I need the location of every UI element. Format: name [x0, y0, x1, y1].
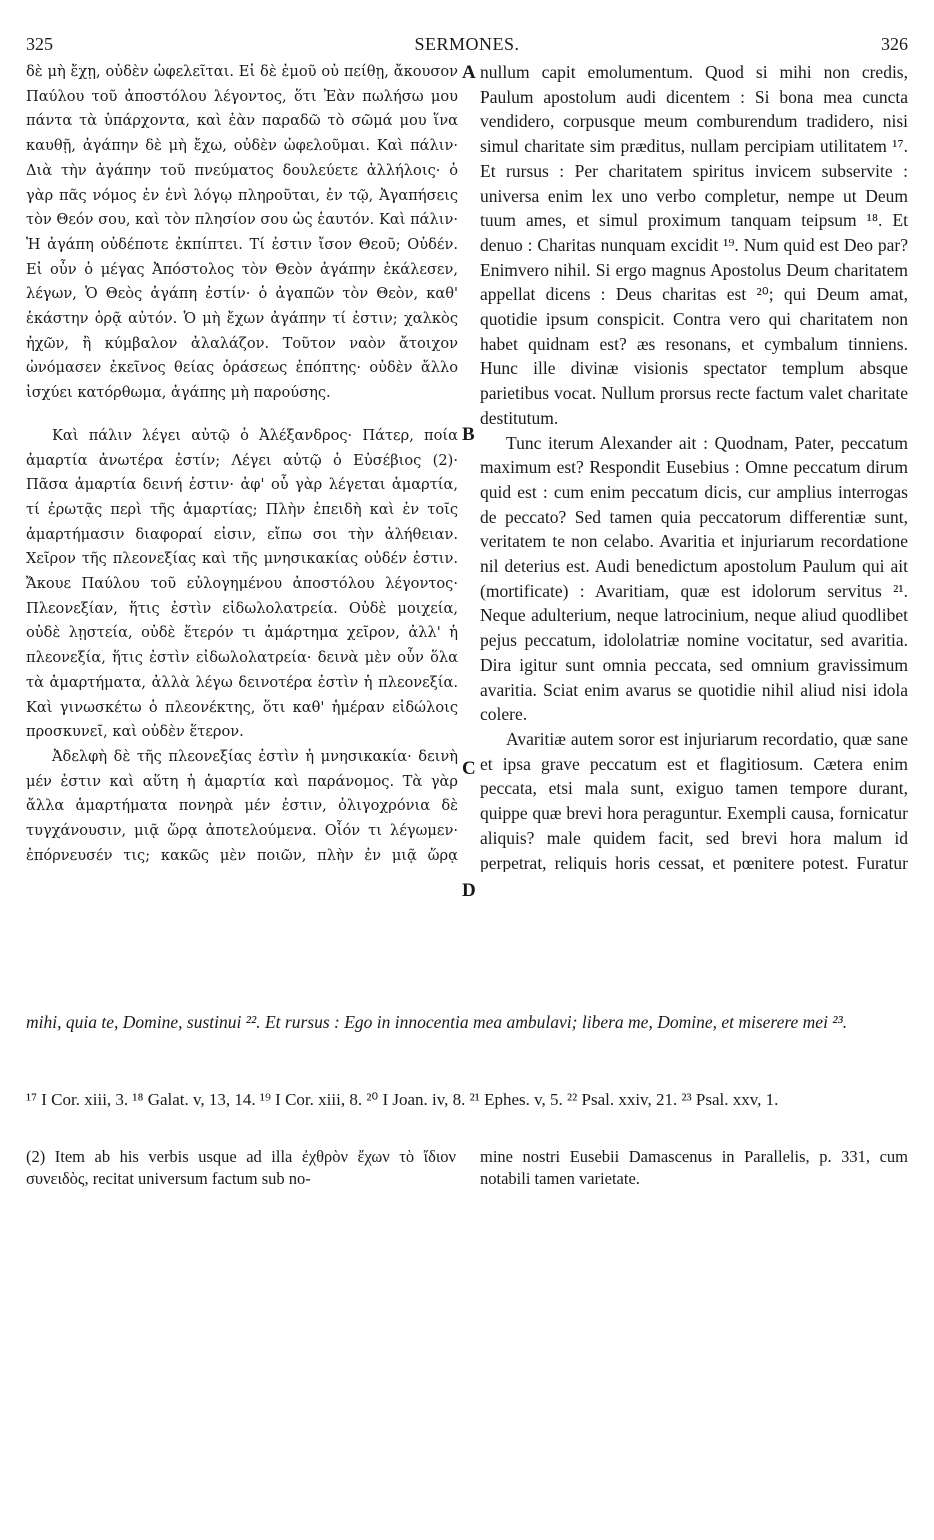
footnote-right-text: mine nostri Eusebii Damascenus in Parallelis, p. 331, cum notabili tamen varietate. — [480, 1147, 908, 1188]
closing-text: mihi, quia te, Domine, sustinui ²². Et rursus : Ego in innocentia mea ambulavi; libera me, Domine, et miserere mei ²³. — [26, 1012, 848, 1032]
greek-column — [26, 60, 458, 872]
full-width-closing-text — [26, 1010, 908, 1035]
footnote-left — [26, 1146, 456, 1190]
latin-paragraph-1: nullum capit emolumentum. Quod si mihi non credis, Paulum apostolum audi dicentem : Si bona mea cuncta vendidero, corpusque meum comburendum tradidero, nisi simul charitate sim præditus, nullam percipiam utilitatem ¹⁷. Et rursus : Per charitatem spiritus invicem subservite : universa enim lex uno verbo completur, nempe ut Deum tuum ames, et simul proximum tanquam teipsum ¹⁸. Et denuo : Charitas nunquam excidit ¹⁹. Num quid est Deo par? Enimvero nihil. Si ergo magnus Apostolus Deum charitatem appellat dicens : Deus charitas est ²⁰; qui Deum amat, quotidie ipsum conspicit. Contra vero qui charitatem non habet quidnam est? æs resonans, et cymbalum tinniens. Hunc ille divinæ visionis spectator templum absque parietibus vocat. Nullum prorsus recte factum valet charitate destitutum. — [480, 62, 908, 428]
greek-paragraph-2: Καὶ πάλιν λέγει αὐτῷ ὁ Ἀλέξανδρος· Πάτερ, ποία ἁμαρτία ἀνωτέρα ἐστίν; Λέγει αὐτῷ ὁ Εὐσέβιος (2)· Πᾶσα ἁμαρτία δεινή ἐστιν· ἀφ' οὗ γὰρ λέγεται ἁμαρτία, τί ἐρωτᾷς περὶ τῆς ἁμαρτίας; Πλὴν ἐπειδὴ καὶ ἐν τοῖς ἁμαρτήμασιν διαφοραί εἰσιν, εἴπω σοι τὴν ἀλήθειαν. Χεῖρον τῆς πλεονεξίας καὶ τῆς μνησικακίας οὐδέν ἐστιν. Ἄκουε Παύλου τοῦ εὐλογημένου ἀποστόλου λέγοντος· Πλεονεξίαν, ἥτις ἐστὶν εἰδωλολατρεία. Οὐδὲ μοιχεία, οὐδὲ λῃστεία, οὐδὲ ἕτερόν τι ἁμάρτημα χεῖρον, ἀλλ' ἡ πλεονεξία, ἥτις ἐστὶν εἰδωλολατρεία· δεινὰ μὲν οὖν ὅλα τὰ ἁμαρτήματα, ἀλλὰ λέγω δεινοτέρα ἐστὶν ἡ πλεονεξία. Καὶ γινωσκέτω ὁ πλεονέκτης, ὅτι καθ' ἡμέραν εἰδώλοις προσκυνεῖ, καὶ οὐδὲν ἕτερον. — [26, 426, 458, 741]
scripture-references — [26, 1088, 908, 1112]
greek-paragraph-3: Ἀδελφὴ δὲ τῆς πλεονεξίας ἐστὶν ἡ μνησικακία· δεινὴ μέν ἐστιν καὶ αὕτη ἡ ἁμαρτία καὶ παράνομος. Τὰ γὰρ ἄλλα ἁμαρτήματα πονηρὰ μέν ἐστιν, ὀλιγοχρόνια δὲ τυγχάνουσιν, μιᾷ ὥρᾳ ἀποτελούμενα. Οἷόν τι λέγωμεν· ἐπόρνευσέν τις; κακῶς μὲν ποιῶν, πλὴν ἐν μιᾷ ὥρᾳ — [26, 747, 458, 864]
margin-marker-b: B — [462, 424, 475, 445]
latin-column — [480, 60, 908, 872]
margin-marker-a: A — [462, 62, 476, 83]
running-header — [26, 34, 908, 58]
footnote-right — [480, 1146, 908, 1190]
greek-paragraph-1: δὲ μὴ ἔχῃ, οὐδὲν ὠφελεῖται. Εἰ δὲ ἐμοῦ οὐ πείθῃ, ἄκουσον Παύλου τοῦ ἀποστόλου λέγοντος, ὅτι Ἐὰν πωλήσω μου πάντα τὰ ὑπάρχοντα, καὶ ἐὰν παραδῶ τὸ σῶμά μου ἵνα καυθῇ, ἀγάπην δὲ μὴ ἔχω, οὐδὲν ὠφελοῦμαι. Καὶ πάλιν· Διὰ τὴν ἀγάπην τοῦ πνεύματος δουλεύετε ἀλλήλοις· ὁ γὰρ πᾶς νόμος ἐν ἑνὶ λόγῳ πληροῦται, ἐν τῷ, Ἀγαπήσεις τὸν Θεόν σου, καὶ τὸν πλησίον σου ὡς ἑαυτόν. Καὶ πάλιν· Ἡ ἀγάπη οὐδέποτε ἐκπίπτει. Τί ἐστιν ἴσον Θεοῦ; Οὐδέν. Εἰ οὖν ὁ μέγας Ἀπόστολος τὸν Θεὸν ἀγάπην ἐκάλεσεν, λέγων, Ὁ Θεὸς ἀγάπη ἐστίν· ὁ ἀγαπῶν τὸν Θεὸν, καθ' ἑκάστην ὁρᾷ αὐτόν. Ὁ μὴ ἔχων ἀγάπην τί ἐστιν; χαλκὸς ἠχῶν, ἢ κύμβαλον ἀλαλάζον. Τοῦτον ναὸν ἄτοιχον ὠνόμασεν ἐκεῖνος θείας ὁράσεως ἐπόπτης· οὐδὲν ἄλλο ἰσχύει κατόρθωμα, ἀγάπης μὴ παρούσης. — [26, 63, 458, 402]
page-number-left: 325 — [26, 34, 53, 54]
page-number-right: 326 — [881, 34, 908, 54]
reference-notes: ¹⁷ I Cor. xiii, 3. ¹⁸ Galat. v, 13, 14. ¹⁹ I Cor. xiii, 8. ²⁰ I Joan. iv, 8. ²¹ Ephes. v, 5. ²² Psal. xxiv, 21. ²³ Psal. xxv, 1. — [26, 1090, 779, 1109]
latin-paragraph-3: Avaritiæ autem soror est injuriarum recordatio, quæ sane et ipsa grave peccatum est et flagitiosum. Cætera enim peccata, etsi mala sunt, exiguo tamen tempore durant, quippe quæ brevi hora peraguntur. Exempli causa, fornicatur aliquis? male quidem facit, sed brevi hora malum id perpetrat, reliquis horis cessat, et pœnitere potest. Furatur — [480, 728, 908, 872]
running-title: SERMONES. — [414, 34, 520, 54]
latin-paragraph-2: Tunc iterum Alexander ait : Quodnam, Pater, peccatum maximum est? Respondit Eusebius : Omne peccatum dirum quid est : cum enim peccatum dicis, cur amplius interrogas de peccato? Sed tamen quia peccatorum differentiæ sunt, veritatem te non celabo. Avaritia et injuriarum recordatione nil deterius est. Audi benedictum apostolum Paulum qui ait (mortificate) : Avaritiam, quæ est idolorum servitus ²¹. Neque adulterium, neque latrocinium, neque aliud quodlibet pejus peccatum, idololatriæ nomine vocitatur, sed avaritia. Dira igitur sunt omnia peccata, sed omnium gravissimum avaritia. Sciat enim avarus se quotidie nihil aliud nisi idola colere. — [480, 432, 908, 725]
margin-marker-c: C — [462, 758, 476, 779]
footnote-left-text: (2) Item ab his verbis usque ad illa ἐχθρὸν ἔχων τὸ ἴδιον συνειδὸς, recitat universum factum sub no- — [26, 1147, 456, 1188]
margin-marker-d: D — [462, 880, 476, 901]
